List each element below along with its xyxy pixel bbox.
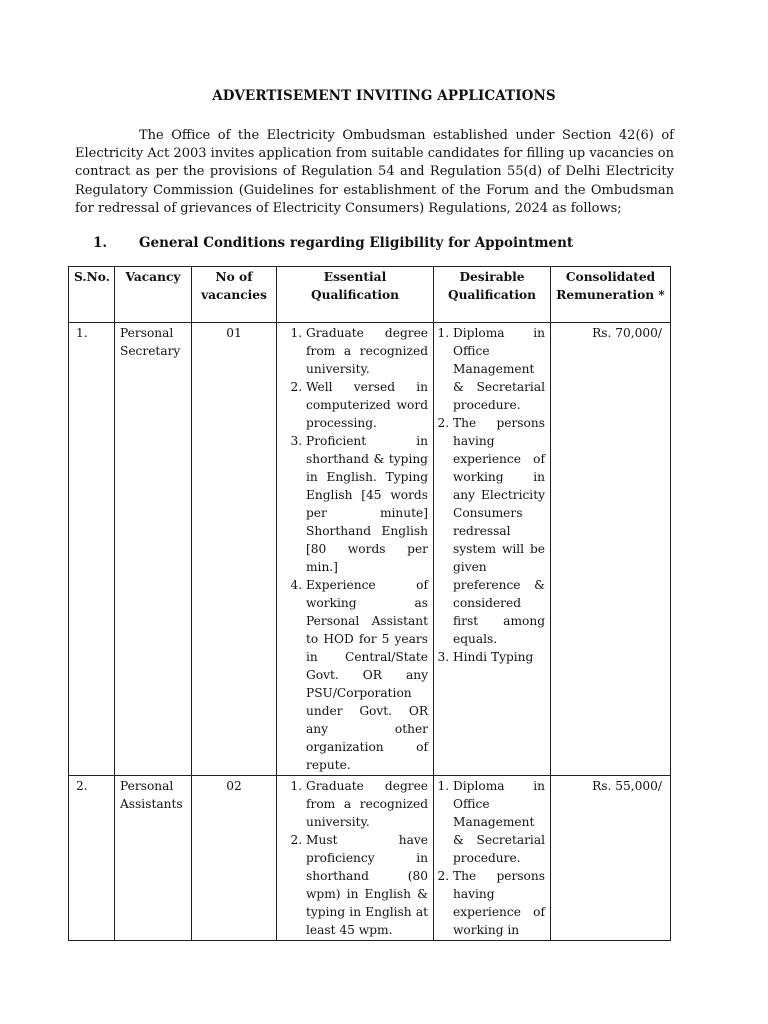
document-title: ADVERTISEMENT INVITING APPLICATIONS (212, 88, 556, 104)
table-row (69, 323, 671, 776)
cell-count: 02 (192, 776, 277, 941)
header-no-of-vacancies: No of vacancies (192, 267, 277, 323)
list-item: 2. The persons having experience of working in any Electricity Consumers redressal system will be given preference & considered first among equals. (453, 414, 545, 648)
cell-vacancy: Personal Assistants (115, 776, 192, 941)
list-item: 3. Proficient in shorthand & typing in English. Typing English [45 words per minute] Shorthand English [80 words per min.] (306, 432, 428, 576)
list-item: 1. Graduate degree from a recognized university. (306, 324, 428, 378)
table-header-row (69, 267, 671, 323)
section-heading (93, 235, 573, 251)
cell-remuneration: Rs. 55,000/ (551, 776, 671, 941)
cell-remuneration: Rs. 70,000/ (551, 323, 671, 776)
section-title: General Conditions regarding Eligibility for Appointment (139, 235, 574, 251)
intro-text: The Office of the Electricity Ombudsman established under Section 42(6) of Electricity Act 2003 invites application from suitable candidates for filling up vacancies on contract as per the provisions of Regulation 54 and Regulation 55(d) of Delhi Electricity Regulatory Commission (Guidelines for establishment of the Forum and the Ombudsman for redressal of grievances of Electricity Consumers) Regulations, 2024 as follows; (75, 128, 674, 216)
intro-paragraph (75, 127, 674, 218)
list-item: 2. The persons having experience of working in (453, 867, 545, 939)
section-number: 1. (93, 235, 108, 251)
table-row (69, 776, 671, 941)
cell-desirable (434, 776, 551, 941)
list-item: 1. Diploma in Office Management & Secretarial procedure. (453, 324, 545, 414)
list-item: 4. Experience of working as Personal Assistant to HOD for 5 years in Central/State Govt. OR any PSU/Corporation under Govt. OR any other organization of repute. (306, 576, 428, 774)
vacancy-table (68, 266, 671, 941)
cell-sno: 1. (69, 323, 115, 776)
list-item: 3. Hindi Typing (453, 648, 545, 666)
cell-essential (277, 323, 434, 776)
header-remuneration: Consolidated Remuneration * (551, 267, 671, 323)
list-item: 2. Well versed in computerized word processing. (306, 378, 428, 432)
header-desirable-qualification: Desirable Qualification (434, 267, 551, 323)
cell-essential (277, 776, 434, 941)
essential-list (282, 324, 428, 774)
header-vacancy: Vacancy (115, 267, 192, 323)
cell-vacancy: Personal Secretary (115, 323, 192, 776)
desirable-list (439, 324, 545, 666)
list-item: 2. Must have proficiency in shorthand (80 wpm) in English & typing in English at least 45 wpm. (306, 831, 428, 939)
cell-sno: 2. (69, 776, 115, 941)
essential-list (282, 777, 428, 939)
list-item: 1. Diploma in Office Management & Secretarial procedure. (453, 777, 545, 867)
cell-desirable (434, 323, 551, 776)
desirable-list (439, 777, 545, 939)
cell-count: 01 (192, 323, 277, 776)
list-item: 1. Graduate degree from a recognized university. (306, 777, 428, 831)
header-sno: S.No. (69, 267, 115, 323)
header-essential-qualification: Essential Qualification (277, 267, 434, 323)
